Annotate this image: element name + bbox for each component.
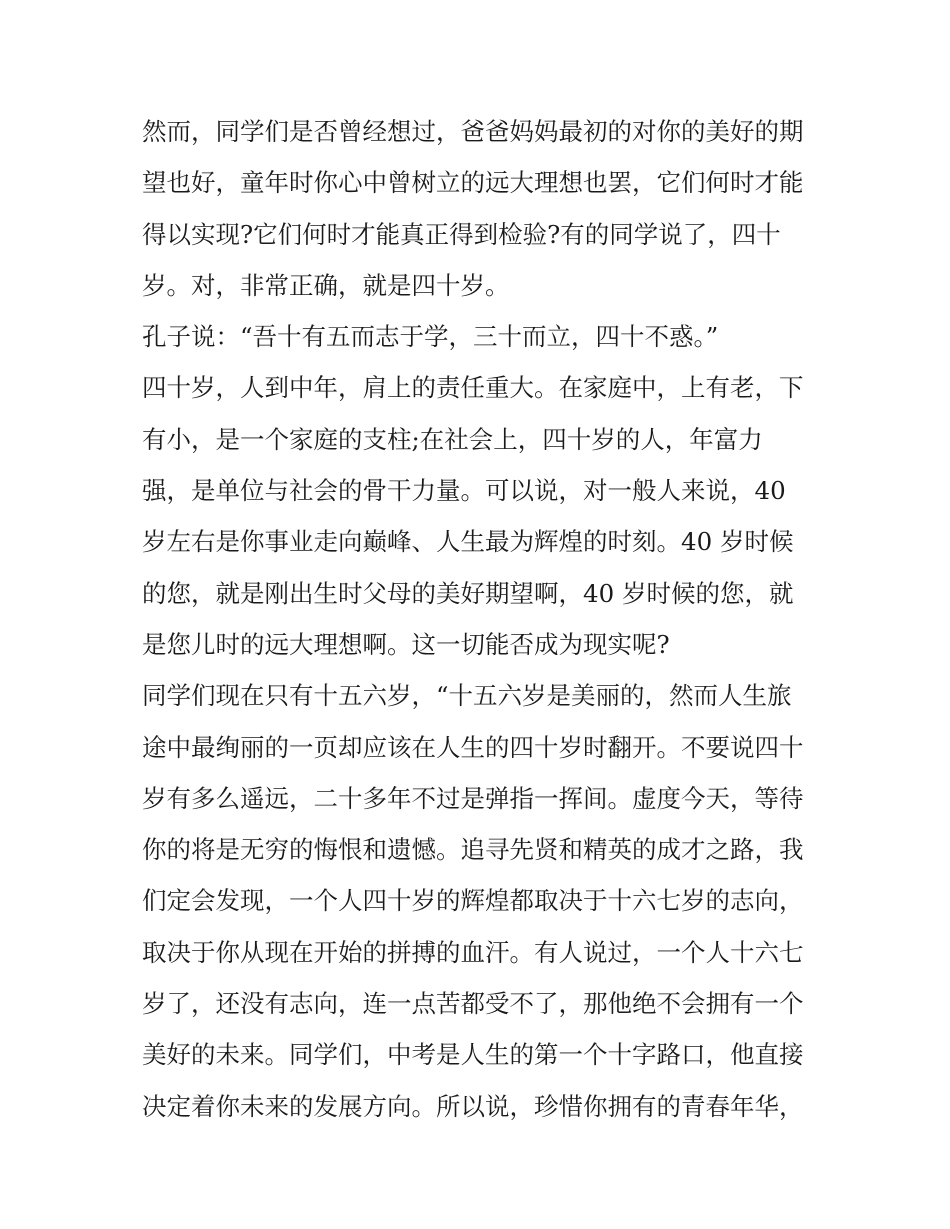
text-line: 同学们现在只有十五六岁，“十五六岁是美丽的，然而人生旅 xyxy=(142,681,792,711)
text-line: 然而，同学们是否曾经想过，爸爸妈妈最初的对你的美好的期 xyxy=(142,117,804,146)
text-line: 的您，就是刚出生时父母的美好期望啊，40 岁时候的您，就 xyxy=(142,578,794,608)
text-line: 岁了，还没有志向，连一点苦都受不了，那他绝不会拥有一个 xyxy=(142,989,804,1019)
text-line: 岁。对，非常正确，就是四十岁。 xyxy=(142,270,510,300)
text-line: 是您儿时的远大理想啊。这一切能否成为现实呢? xyxy=(142,629,670,659)
text-line: 有小，是一个家庭的支柱;在社会上，四十岁的人，年富力 xyxy=(142,424,763,454)
text-line: 决定着你未来的发展方向。所以说，珍惜你拥有的青春年华， xyxy=(142,1091,804,1121)
text-line: 岁左右是你事业走向巅峰、人生最为辉煌的时刻。40 岁时候 xyxy=(142,527,794,557)
text-line: 美好的未来。同学们，中考是人生的第一个十字路口，他直接 xyxy=(142,1040,804,1070)
text-line: 强，是单位与社会的骨干力量。可以说，对一般人来说，40 xyxy=(142,476,786,506)
text-line: 你的将是无穷的悔恨和遗憾。追寻先贤和精英的成才之路，我 xyxy=(142,835,804,865)
text-line: 取决于你从现在开始的拼搏的血汗。有人说过，一个人十六七 xyxy=(142,937,804,967)
text-line: 孔子说：“吾十有五而志于学，三十而立，四十不惑。” xyxy=(142,322,719,352)
text-line: 途中最绚丽的一页却应该在人生的四十岁时翻开。不要说四十 xyxy=(142,732,804,762)
text-line: 望也好，童年时你心中曾树立的远大理想也罢，它们何时才能 xyxy=(142,168,804,198)
text-line: 得以实现?它们何时才能真正得到检验?有的同学说了，四十 xyxy=(142,219,781,249)
text-line: 四十岁，人到中年，肩上的责任重大。在家庭中，上有老，下 xyxy=(142,373,804,403)
document-body xyxy=(142,106,832,1132)
text-line: 们定会发现，一个人四十岁的辉煌都取决于十六七岁的志向， xyxy=(142,886,804,916)
text-line: 岁有多么遥远，二十多年不过是弹指一挥间。虚度今天，等待 xyxy=(142,783,804,813)
